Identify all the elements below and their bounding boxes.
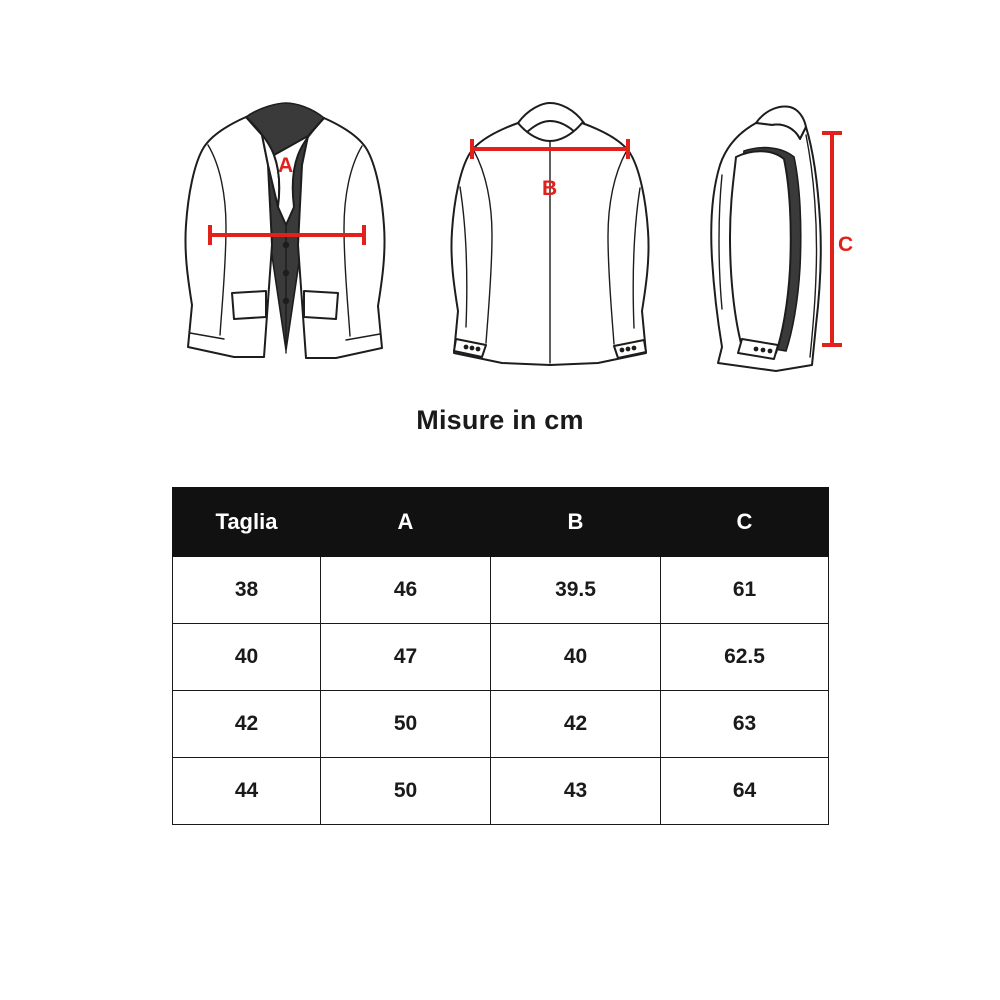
table-row: [173, 624, 829, 691]
table-header-row: [173, 488, 829, 557]
table-header-cell: A: [321, 488, 491, 557]
measure-label-a: A: [278, 154, 294, 177]
table-cell-b: 43: [491, 758, 661, 825]
table-row: [173, 557, 829, 624]
jacket-illustrations: [0, 95, 1000, 385]
measure-label-b: B: [542, 177, 558, 200]
table-cell-size: 44: [173, 758, 321, 825]
table-cell-c: 63: [661, 691, 829, 758]
table-cell-c: 62.5: [661, 624, 829, 691]
table-cell-size: 40: [173, 624, 321, 691]
size-table-container: [172, 487, 828, 825]
table-row: [173, 758, 829, 825]
measure-label-c: C: [838, 233, 854, 256]
jacket-back-view: [430, 95, 670, 385]
table-row: [173, 691, 829, 758]
table-cell-b: 39.5: [491, 557, 661, 624]
jacket-side-view: [690, 95, 860, 385]
table-cell-c: 61: [661, 557, 829, 624]
table-cell-size: 38: [173, 557, 321, 624]
table-cell-c: 64: [661, 758, 829, 825]
table-cell-b: 40: [491, 624, 661, 691]
table-cell-a: 50: [321, 758, 491, 825]
table-cell-a: 50: [321, 691, 491, 758]
table-cell-a: 47: [321, 624, 491, 691]
table-cell-a: 46: [321, 557, 491, 624]
table-cell-size: 42: [173, 691, 321, 758]
table-header-cell: C: [661, 488, 829, 557]
table-cell-b: 42: [491, 691, 661, 758]
size-table: [172, 487, 829, 825]
jacket-front-view: [168, 95, 398, 385]
table-header-cell: B: [491, 488, 661, 557]
page-title: Misure in cm: [416, 405, 584, 435]
table-header-cell: Taglia: [173, 488, 321, 557]
